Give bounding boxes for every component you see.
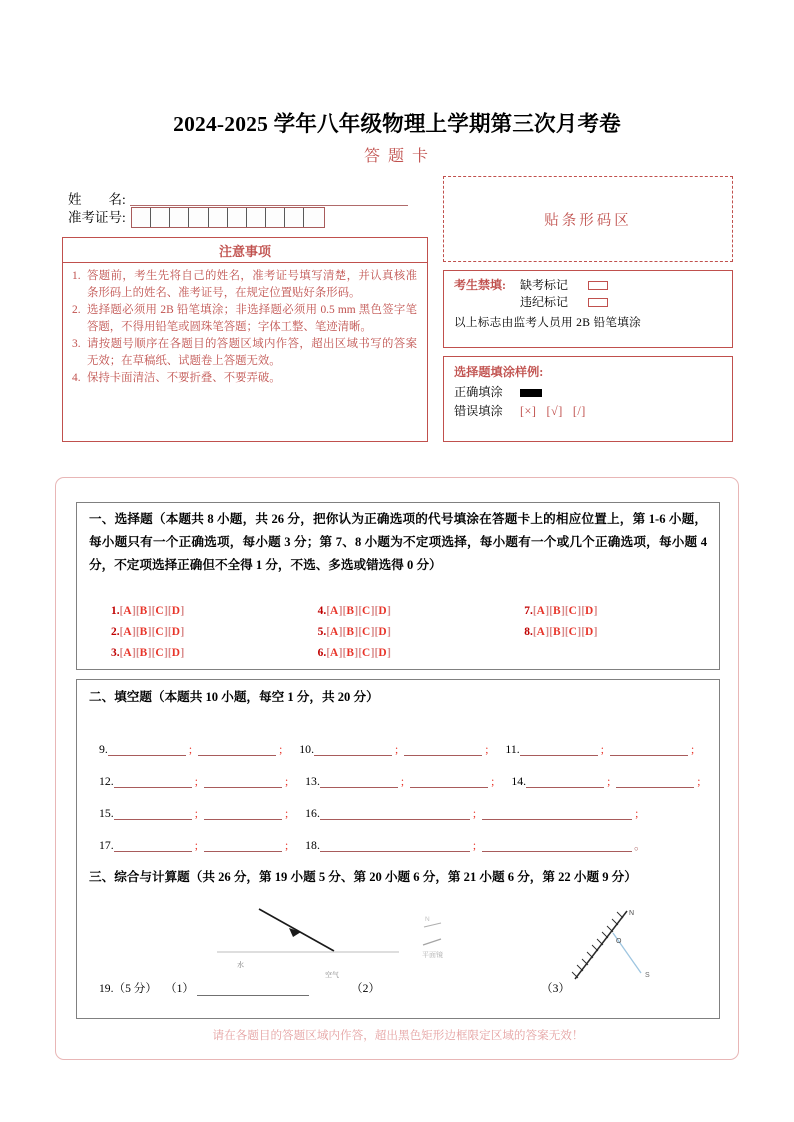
correct-fill-row [454, 383, 732, 402]
choice-question-row[interactable] [296, 622, 503, 643]
choice-bubble-A[interactable]: A [536, 605, 546, 617]
bubble-bracket-right: ] [338, 647, 343, 659]
bubble-bracket-left: [ [326, 605, 330, 617]
blank-number: 16. [305, 806, 320, 820]
bubble-bracket-right: ] [180, 647, 185, 659]
choice-bubble-C[interactable]: C [568, 626, 578, 638]
blank-input-line[interactable] [320, 839, 470, 852]
choice-question-number: 3. [111, 647, 120, 659]
choice-question-number: 6. [317, 647, 327, 659]
bubble-bracket-right: ] [593, 605, 598, 617]
blank-input-line[interactable] [482, 807, 632, 820]
bubble-bracket-left: [ [374, 605, 379, 617]
section-choice-box [76, 502, 720, 670]
choice-question-row[interactable] [89, 622, 296, 643]
blank-number: 18. [305, 838, 320, 852]
blank-number: 9. [99, 742, 108, 756]
bubble-bracket-right: ] [180, 626, 185, 638]
correct-fill-swatch [520, 389, 542, 397]
bubble-bracket-left: [ [549, 605, 553, 617]
blank-input-line[interactable] [320, 775, 398, 788]
choice-bubble-C[interactable]: C [362, 605, 371, 617]
wrong-fill-glyph: [/] [572, 404, 586, 418]
bubble-bracket-left: [ [119, 647, 124, 659]
page-title: 2024-2025 学年八年级物理上学期第三次月考卷 [173, 112, 621, 136]
notice-item-text: 选择题必须用 2B 铅笔填涂；非选择题必须用 0.5 mm 黑色签字笔答题，不得用铅笔或圆珠笔答题；字体工整、笔迹清晰。 [87, 304, 417, 333]
bubble-bracket-left: [ [342, 605, 347, 617]
violation-mark-label: 违纪标记 [520, 295, 569, 309]
name-input-line[interactable] [130, 190, 408, 206]
diagram-mirror [572, 910, 650, 979]
choice-bubble-D[interactable]: D [378, 605, 388, 617]
bubble-bracket-right: ] [370, 605, 375, 617]
blank-number: 14. [511, 774, 527, 788]
svg-text:平面镜: 平面镜 [422, 952, 443, 959]
choice-question-number: 2. [111, 626, 120, 638]
bubble-bracket-right: ] [354, 626, 359, 638]
bubble-bracket-left: [ [374, 626, 379, 638]
bubble-bracket-right: ] [164, 626, 168, 638]
bubble-bracket-left: [ [135, 647, 140, 659]
absent-mark-bubble[interactable] [588, 281, 608, 290]
notice-box [62, 237, 428, 442]
blank-separator: ; [635, 808, 639, 820]
choice-bubble-C[interactable]: C [155, 626, 165, 638]
choice-bubble-D[interactable]: D [584, 626, 594, 638]
choice-bubble-D[interactable]: D [171, 605, 181, 617]
choice-bubble-A[interactable]: A [123, 605, 133, 617]
bubble-bracket-right: ] [545, 626, 550, 638]
choice-bubble-B[interactable]: B [552, 605, 562, 617]
bubble-bracket-right: ] [370, 647, 375, 659]
bubble-bracket-left: [ [167, 647, 172, 659]
blank-separator: ; [485, 744, 489, 756]
notice-title: 注意事项 [63, 238, 427, 263]
bubble-bracket-left: [ [581, 605, 585, 617]
choice-question-number: 1. [111, 605, 120, 617]
bubble-bracket-right: ] [132, 647, 136, 659]
choice-bubble-B[interactable]: B [346, 626, 355, 638]
wrong-fill-label: 错误填涂 [454, 404, 503, 418]
bubble-bracket-right: ] [164, 647, 168, 659]
blank-number: 15. [99, 806, 114, 820]
blank-input-line[interactable] [320, 807, 470, 820]
blank-item [305, 839, 645, 852]
blank-separator: ; [600, 744, 604, 756]
blank-input-line[interactable] [198, 743, 276, 756]
blank-item [305, 775, 497, 788]
blank-item [99, 807, 291, 820]
wrong-fill-row [454, 402, 732, 421]
blank-row [89, 756, 709, 788]
blank-input-line[interactable] [114, 807, 192, 820]
diagram-svg [89, 899, 709, 984]
blank-separator: ; [697, 776, 701, 788]
blank-separator: ; [194, 776, 198, 788]
absent-mark-label: 缺考标记 [520, 278, 569, 292]
diagram-refraction [217, 909, 399, 979]
blank-input-line[interactable] [204, 807, 282, 820]
blank-separator: ; [472, 840, 477, 852]
blank-input-line[interactable] [108, 743, 186, 756]
question-19-part3-label: （3） [541, 982, 570, 995]
choice-bubble-C[interactable]: C [155, 605, 165, 617]
bubble-bracket-right: ] [147, 647, 152, 659]
footer-warning: 请在各题目的答题区域内作答，超出黑色矩形边框限定区域的答案无效！ [212, 1029, 584, 1042]
blank-item [299, 743, 491, 756]
choice-empty-cell [502, 643, 709, 664]
bubble-bracket-right: ] [132, 605, 136, 617]
choice-question-number: 5. [317, 626, 327, 638]
choice-question-row[interactable] [89, 601, 296, 622]
choice-bubble-B[interactable]: B [139, 626, 148, 638]
bubble-bracket-left: [ [358, 626, 363, 638]
blank-separator: ; [395, 744, 399, 756]
blank-input-line[interactable] [314, 743, 392, 756]
blank-separator: ; [284, 840, 289, 852]
svg-text:N: N [425, 916, 430, 923]
blank-separator: ; [607, 776, 611, 788]
blank-item [99, 775, 291, 788]
bubble-bracket-left: [ [151, 605, 156, 617]
bubble-bracket-left: [ [326, 626, 330, 638]
choice-bubble-B[interactable]: B [346, 605, 355, 617]
blank-input-line[interactable] [482, 839, 632, 852]
blank-separator: ; [472, 808, 477, 820]
bubble-bracket-right: ] [387, 605, 391, 617]
svg-text:S: S [645, 972, 650, 979]
exam-id-cell[interactable] [247, 208, 266, 227]
bubble-bracket-right: ] [354, 647, 359, 659]
blank-separator: ; [279, 744, 283, 756]
choice-question-row[interactable] [89, 643, 296, 664]
notice-item [72, 336, 417, 369]
blank-input-line[interactable] [526, 775, 604, 788]
blank-input-line[interactable] [404, 743, 482, 756]
exam-id-cell[interactable] [209, 208, 228, 227]
section2-heading: 二、填空题（本题共 10 小题，每空 1 分，共 20 分） [89, 690, 379, 704]
bubble-bracket-right: ] [593, 626, 598, 638]
bubble-bracket-right: ] [180, 605, 185, 617]
section3-heading: 三、综合与计算题（共 26 分，第 19 小题 5 分、第 20 小题 6 分，第 21 小题 6 分，第 22 小题 9 分） [89, 870, 637, 884]
diagram-middle-marks [422, 916, 443, 959]
notice-list [63, 263, 427, 387]
blank-separator: ; [284, 776, 289, 788]
choice-bubble-C[interactable]: C [362, 626, 371, 638]
choice-bubble-D[interactable]: D [378, 626, 388, 638]
exam-id-cell[interactable] [151, 208, 170, 227]
exam-id-grid[interactable] [131, 207, 325, 228]
bubble-bracket-left: [ [167, 605, 172, 617]
bubble-bracket-left: [ [581, 626, 585, 638]
bubble-bracket-right: ] [132, 626, 136, 638]
proctor-only-label: 考生禁填: [454, 278, 506, 292]
bubble-bracket-left: [ [564, 605, 569, 617]
blank-answer-rows [89, 724, 709, 852]
section1-heading: 一、选择题（本题共 8 小题，共 26 分，把你认为正确选项的代号填涂在答题卡上的相应位置上，第 1-6 小题，每小题只有一个正确选项，每小题 3 分；第 7、8 小题为不定项选择，每小题有一个或几个正确选项，每小题 4 分，不定项选择正确但不全得 1 分，不选、多选或错选得 0 分） [89, 512, 707, 572]
choice-bubble-A[interactable]: A [329, 626, 339, 638]
bubble-bracket-right: ] [577, 605, 582, 617]
exam-id-cell[interactable] [170, 208, 189, 227]
fill-sample-title: 选择题填涂样例: [454, 365, 544, 379]
bubble-bracket-left: [ [167, 626, 172, 638]
choice-bubble-B[interactable]: B [139, 605, 148, 617]
bubble-bracket-right: ] [370, 626, 375, 638]
proctor-only-box [443, 270, 733, 348]
notice-item-text: 请按题号顺序在各题目的答题区域内作答，超出区域书写的答案无效；在草稿纸、试题卷上答题无效。 [87, 338, 417, 367]
choice-question-row[interactable] [296, 601, 503, 622]
bubble-bracket-right: ] [577, 626, 582, 638]
notice-item [72, 268, 417, 301]
notice-item [72, 370, 417, 387]
correct-fill-label: 正确填涂 [454, 385, 503, 399]
exam-id-row [68, 207, 325, 228]
choice-bubble-A[interactable]: A [123, 626, 133, 638]
choice-bubble-D[interactable]: D [584, 605, 594, 617]
blank-row [89, 788, 709, 820]
physics-diagram-area [89, 899, 709, 984]
bubble-bracket-left: [ [532, 605, 537, 617]
bubble-bracket-left: [ [135, 626, 140, 638]
bubble-bracket-left: [ [549, 626, 553, 638]
choice-bubble-D[interactable]: D [378, 647, 388, 659]
choice-question-number: 8. [524, 626, 533, 638]
choice-question-number: 7. [524, 605, 533, 617]
blank-input-line[interactable] [204, 839, 282, 852]
bubble-bracket-left: [ [326, 647, 330, 659]
choice-question-row[interactable] [296, 643, 503, 664]
blank-number: 10. [299, 742, 315, 756]
blank-input-line[interactable] [204, 775, 282, 788]
choice-bubble-A[interactable]: A [329, 605, 339, 617]
bubble-bracket-left: [ [119, 626, 124, 638]
blank-input-line[interactable] [114, 839, 192, 852]
choice-bubble-C[interactable]: C [362, 647, 371, 659]
svg-text:水: 水 [237, 962, 244, 969]
svg-text:N: N [629, 910, 635, 917]
exam-id-cell[interactable] [266, 208, 285, 227]
notice-item-text: 保持卡面清洁、不要折叠、不要弄破。 [87, 372, 281, 384]
blank-item [505, 743, 697, 756]
bubble-bracket-left: [ [119, 605, 124, 617]
notice-item-number: 2. [72, 304, 81, 316]
bubble-bracket-left: [ [135, 605, 140, 617]
blank-item [511, 775, 703, 788]
blank-separator: ; [188, 744, 193, 756]
bubble-bracket-left: [ [342, 647, 347, 659]
bubble-bracket-right: ] [561, 626, 565, 638]
blank-row [89, 820, 709, 852]
bubble-bracket-right: ] [147, 605, 152, 617]
choice-bubble-B[interactable]: B [346, 647, 355, 659]
bubble-bracket-right: ] [387, 647, 391, 659]
choice-bubble-C[interactable]: C [155, 647, 165, 659]
choice-bubble-B[interactable]: B [139, 647, 148, 659]
blank-item [99, 839, 291, 852]
wrong-fill-glyph: [√] [546, 404, 563, 418]
blank-input-line[interactable] [610, 743, 688, 756]
answer-area-container [55, 477, 739, 1060]
bubble-bracket-left: [ [151, 647, 156, 659]
choice-question-row[interactable] [502, 601, 709, 622]
fill-sample-box [443, 356, 733, 442]
violation-mark-bubble[interactable] [588, 298, 608, 307]
blank-separator: ; [690, 744, 695, 756]
blank-input-line[interactable] [520, 743, 598, 756]
question-19-part1-line[interactable] [197, 982, 309, 996]
choice-bubble-D[interactable]: D [171, 647, 181, 659]
notice-item-number: 1. [72, 270, 81, 282]
bubble-bracket-right: ] [164, 605, 168, 617]
bubble-bracket-right: ] [338, 605, 343, 617]
exam-id-cell[interactable] [228, 208, 247, 227]
proctor-note-text: 以上标志由监考人员用 2B 铅笔填涂 [454, 316, 642, 329]
bubble-bracket-left: [ [374, 647, 379, 659]
wrong-fill-glyphs [520, 402, 596, 421]
blank-separator: ; [284, 808, 289, 820]
choice-question-number: 4. [317, 605, 327, 617]
exam-id-label: 准考证号: [68, 209, 126, 225]
exam-id-cell[interactable] [189, 208, 208, 227]
blank-row [89, 724, 709, 756]
choice-question-row[interactable] [502, 622, 709, 643]
bubble-bracket-left: [ [342, 626, 347, 638]
choice-bubble-B[interactable]: B [552, 626, 562, 638]
choice-answer-grid [89, 601, 709, 664]
absent-mark-row [454, 277, 732, 294]
blank-separator: ; [194, 808, 198, 820]
bubble-bracket-right: ] [561, 605, 565, 617]
name-field-row [68, 184, 408, 206]
blank-number: 11. [505, 742, 520, 756]
bubble-bracket-left: [ [358, 605, 363, 617]
proctor-note [454, 314, 732, 330]
section-blank-and-calc-box [76, 679, 720, 1019]
bubble-bracket-left: [ [564, 626, 569, 638]
barcode-paste-area [443, 176, 733, 262]
exam-id-cell[interactable] [304, 208, 323, 227]
bubble-bracket-left: [ [358, 647, 363, 659]
notice-item-text: 答题前，考生先将自己的姓名，准考证号填写清楚，并认真核准条形码上的姓名、准考证号，在规定位置贴好条形码。 [87, 270, 417, 299]
barcode-area-label: 贴条形码区 [544, 212, 632, 229]
exam-id-cell[interactable] [132, 208, 151, 227]
choice-bubble-A[interactable]: A [329, 647, 339, 659]
svg-text:O: O [616, 938, 622, 945]
question-19-part1-label: （1） [164, 982, 194, 995]
exam-id-cell[interactable] [285, 208, 304, 227]
blank-number: 12. [99, 774, 114, 788]
choice-bubble-A[interactable]: A [123, 647, 133, 659]
page-subtitle: 答 题 卡 [363, 148, 430, 165]
blank-item [305, 807, 641, 820]
question-19-part2-label: （2） [351, 982, 380, 995]
svg-text:空气: 空气 [325, 972, 339, 979]
blank-separator: ; [400, 776, 405, 788]
notice-item-number: 4. [72, 372, 81, 384]
blank-input-line[interactable] [616, 775, 694, 788]
bubble-bracket-left: [ [532, 626, 537, 638]
blank-item [99, 743, 285, 756]
question-19-row [89, 980, 719, 996]
blank-separator: ; [194, 840, 198, 852]
notice-item-number: 3. [72, 338, 81, 350]
choice-bubble-C[interactable]: C [568, 605, 578, 617]
bubble-bracket-right: ] [387, 626, 391, 638]
bubble-bracket-right: ] [545, 605, 550, 617]
bubble-bracket-right: ] [338, 626, 343, 638]
choice-bubble-D[interactable]: D [171, 626, 181, 638]
question-19-label: 19.（5 分） [99, 982, 157, 995]
wrong-fill-glyph: [×] [520, 404, 537, 418]
choice-bubble-A[interactable]: A [536, 626, 546, 638]
blank-separator: ; [491, 776, 495, 788]
bubble-bracket-right: ] [354, 605, 359, 617]
notice-item [72, 302, 417, 335]
blank-number: 13. [305, 774, 320, 788]
blank-terminator: 。 [634, 840, 646, 852]
violation-mark-row [454, 294, 732, 311]
blank-input-line[interactable] [114, 775, 192, 788]
bubble-bracket-right: ] [147, 626, 152, 638]
name-label: 姓 名: [68, 191, 126, 207]
bubble-bracket-left: [ [151, 626, 156, 638]
blank-number: 17. [99, 838, 114, 852]
blank-input-line[interactable] [410, 775, 488, 788]
